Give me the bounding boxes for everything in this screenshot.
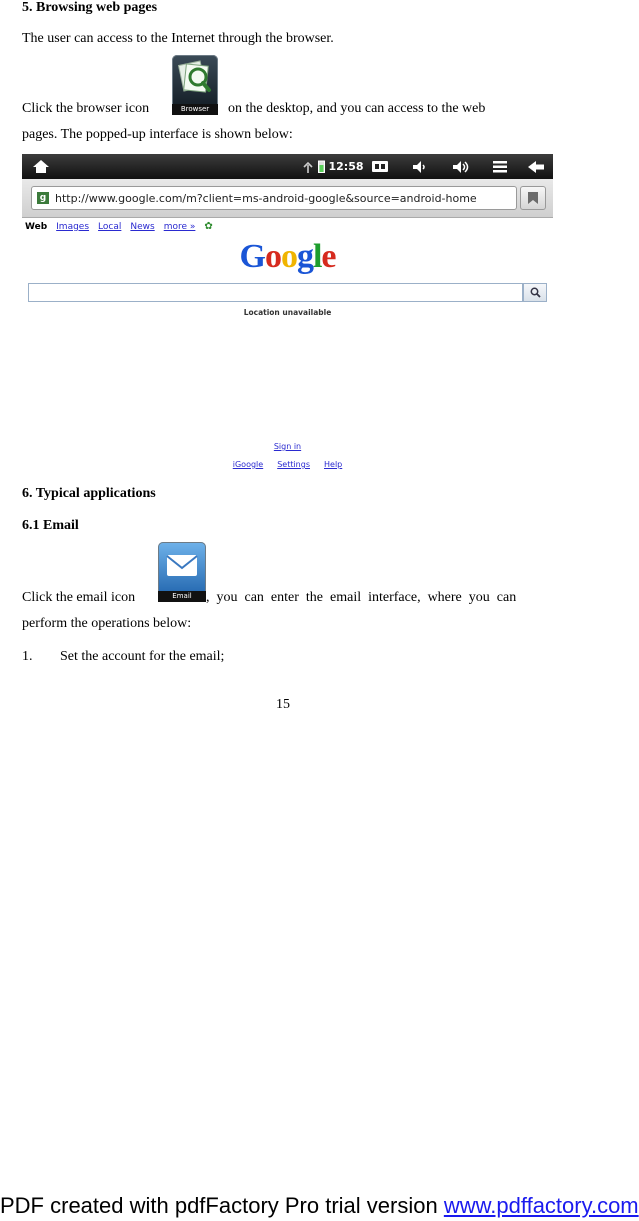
browser-screenshot xyxy=(22,154,553,474)
battery-icon xyxy=(316,158,326,175)
browser-instruction-end: on the desktop, and you can access to the web xyxy=(228,101,486,116)
google-nav xyxy=(25,221,213,232)
google-logo xyxy=(22,238,553,276)
google-footer-links xyxy=(22,460,553,469)
nav-web[interactable]: Web xyxy=(25,221,48,232)
envelope-icon xyxy=(158,542,206,590)
nav-local[interactable]: Local xyxy=(98,221,122,232)
nav-images[interactable]: Images xyxy=(56,221,90,232)
logo-letter: e xyxy=(321,238,336,275)
email-app-label: Email xyxy=(158,591,206,602)
list-number: 1. xyxy=(22,649,33,664)
browser-globe-icon xyxy=(172,55,218,105)
email-instruction-end: , you can enter the email interface, where you can xyxy=(206,590,517,605)
pdf-footer xyxy=(0,1193,639,1219)
google-search-row xyxy=(28,283,547,302)
volume-down-icon[interactable] xyxy=(410,158,430,175)
home-icon[interactable] xyxy=(30,158,52,175)
browser-app-icon xyxy=(172,55,218,115)
nav-news[interactable]: News xyxy=(130,221,155,232)
igoogle-link[interactable]: iGoogle xyxy=(232,460,264,469)
logo-letter: G xyxy=(239,238,265,275)
screen-icon[interactable] xyxy=(370,158,390,175)
back-icon[interactable] xyxy=(525,158,547,175)
leaf-icon: ✿ xyxy=(204,221,213,232)
google-favicon-icon: g xyxy=(37,192,49,204)
menu-icon[interactable] xyxy=(490,158,510,175)
url-text: http://www.google.com/m?client=ms-android-google&source=android-home xyxy=(55,191,477,205)
section-6-heading: 6. Typical applications xyxy=(22,486,156,501)
location-status: Location unavailable xyxy=(243,308,332,317)
browser-instruction-start: Click the browser icon xyxy=(22,101,150,116)
status-bar xyxy=(22,154,553,179)
nav-more[interactable]: more » xyxy=(163,221,196,232)
section-5-heading: 5. Browsing web pages xyxy=(22,0,158,15)
sign-in-link[interactable]: Sign in xyxy=(273,442,302,451)
logo-letter: g xyxy=(296,238,313,275)
search-icon xyxy=(530,287,541,298)
email-instruction-continuation: perform the operations below: xyxy=(22,616,192,631)
url-bar xyxy=(22,179,553,218)
volume-up-icon[interactable] xyxy=(450,158,472,175)
email-instruction-start: Click the email icon xyxy=(22,590,136,605)
google-search-input[interactable] xyxy=(28,283,523,302)
bookmark-icon xyxy=(527,191,539,205)
email-app-icon xyxy=(158,542,206,602)
pdf-footer-text: PDF created with pdfFactory Pro trial version xyxy=(0,1193,444,1218)
section-5-intro: The user can access to the Internet through the browser. xyxy=(22,31,334,46)
list-item: Set the account for the email; xyxy=(60,649,225,664)
logo-letter: o xyxy=(264,238,281,275)
logo-letter: l xyxy=(312,238,322,275)
page-number: 15 xyxy=(276,697,290,712)
help-link[interactable]: Help xyxy=(324,460,343,469)
section-6-1-heading: 6.1 Email xyxy=(22,518,79,533)
logo-letter: o xyxy=(280,238,297,275)
pdf-footer-link[interactable]: www.pdffactory.com xyxy=(443,1193,639,1218)
settings-link[interactable]: Settings xyxy=(277,460,310,469)
url-input[interactable] xyxy=(31,186,517,210)
browser-app-label: Browser xyxy=(172,104,218,115)
clock: 12:58 xyxy=(328,160,364,173)
wifi-icon xyxy=(300,158,316,175)
google-search-button[interactable] xyxy=(523,283,547,302)
browser-instruction-continuation: pages. The popped-up interface is shown below: xyxy=(22,127,293,142)
bookmark-button[interactable] xyxy=(520,186,546,210)
